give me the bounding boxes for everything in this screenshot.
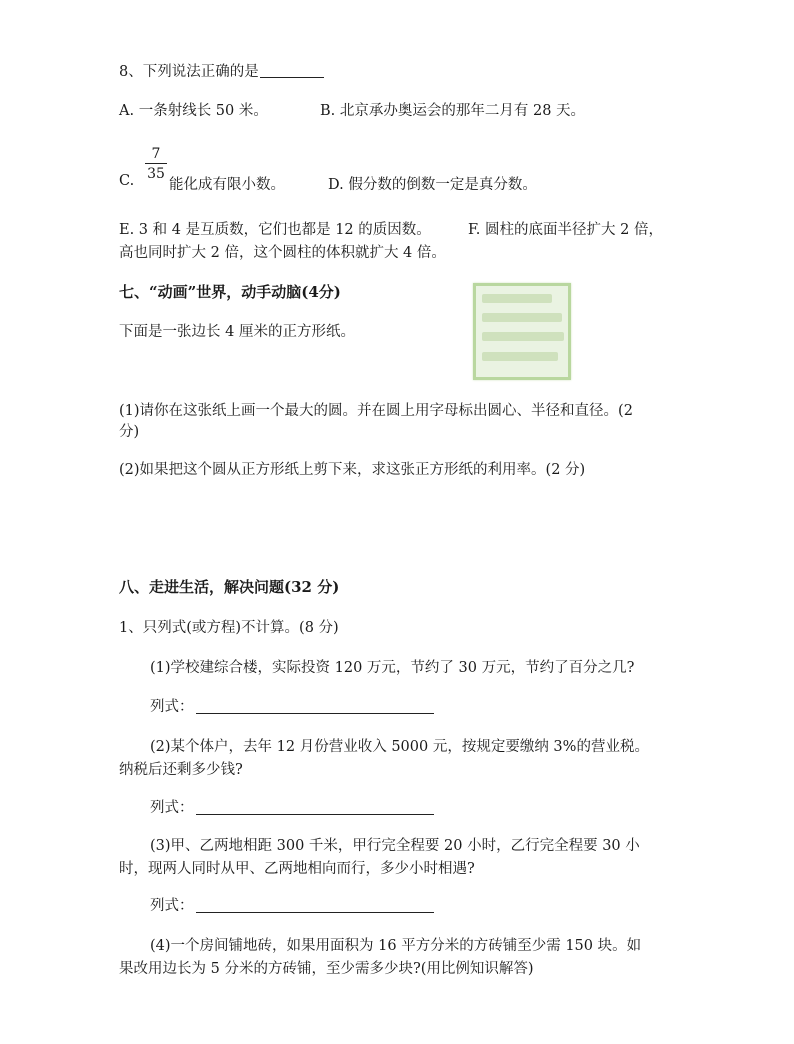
- section-7-heading: 七、“动画”世界，动手动脑(4分): [119, 283, 341, 301]
- problem-4-line1: (4)一个房间铺地砖，如果用面积为 16 平方分米的方砖铺至少需 150 块。如: [150, 938, 642, 954]
- option-c: 能化成有限小数。: [169, 177, 285, 193]
- answer-line[interactable]: [196, 699, 434, 714]
- option-c-label: C.: [119, 173, 135, 189]
- fraction: [145, 146, 167, 182]
- paper-text-line: [482, 313, 562, 322]
- problem-3-line2: 时，现两人同时从甲、乙两地相向而行，多少小时相遇?: [119, 861, 475, 877]
- problem-2-line1: (2)某个体户，去年 12 月份营业收入 5000 元，按规定要缴纳 3%的营业税。: [150, 739, 649, 755]
- paper-text-line: [482, 332, 564, 341]
- formula-line-2: 列式：: [150, 796, 434, 817]
- option-f-line1: F. 圆柱的底面半径扩大 2 倍，: [468, 222, 663, 238]
- paper-text-line: [482, 294, 552, 303]
- section-8-heading: 八、走进生活，解决问题(32 分): [119, 578, 340, 596]
- option-b: B. 北京承办奥运会的那年二月有 28 天。: [320, 103, 586, 119]
- problem-2-line2: 纳税后还剩多少钱?: [119, 762, 243, 778]
- fraction-denominator: 35: [147, 166, 165, 182]
- fraction-numerator: 7: [145, 146, 167, 164]
- formula-line-3: 列式：: [150, 894, 434, 915]
- option-e: E. 3 和 4 是互质数，它们也都是 12 的质因数。: [119, 222, 431, 238]
- answer-line[interactable]: [196, 898, 434, 913]
- section-7-q2: (2)如果把这个圆从正方形纸上剪下来，求这张正方形纸的利用率。(2 分): [119, 462, 586, 478]
- problem-4-line2: 果改用边长为 5 分米的方砖铺，至少需多少块?(用比例知识解答): [119, 961, 534, 977]
- answer-blank[interactable]: [260, 63, 324, 78]
- answer-line[interactable]: [196, 800, 434, 815]
- option-a: A. 一条射线长 50 米。: [119, 103, 268, 119]
- section-7-q1-line2: 分): [119, 424, 140, 440]
- problem-3-line1: (3)甲、乙两地相距 300 千米，甲行完全程要 20 小时，乙行完全程要 30 小: [150, 838, 640, 854]
- section-7-q1-line1: (1)请你在这张纸上画一个最大的圆。并在圆上用字母标出圆心、半径和直径。(2: [119, 403, 633, 419]
- problem-1: (1)学校建综合楼，实际投资 120 万元，节约了 30 万元，节约了百分之几?: [150, 660, 635, 676]
- section-7-intro: 下面是一张边长 4 厘米的正方形纸。: [119, 324, 355, 340]
- formula-line-1: 列式：: [150, 695, 434, 716]
- section-8-subheading: 1、只列式(或方程)不计算。(8 分): [119, 620, 339, 636]
- option-f-line2: 高也同时扩大 2 倍，这个圆柱的体积就扩大 4 倍。: [119, 245, 446, 261]
- square-paper-image: [473, 283, 571, 380]
- paper-text-line: [482, 352, 558, 361]
- question-8-title: 8、下列说法正确的是: [119, 60, 324, 81]
- option-d: D. 假分数的倒数一定是真分数。: [328, 177, 537, 193]
